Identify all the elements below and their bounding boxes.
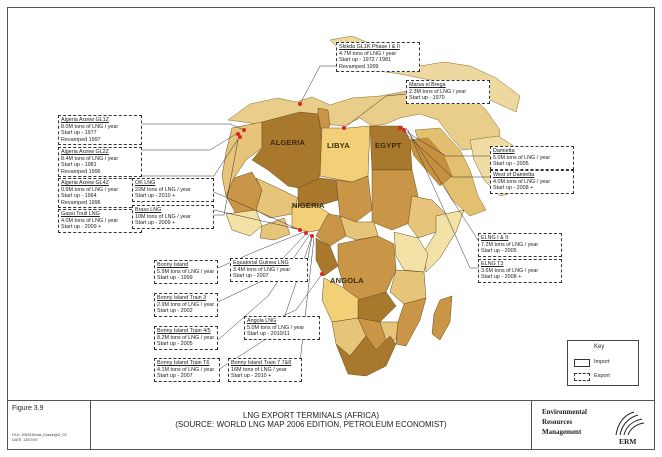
caption-title: LNG EXPORT TERMINALS (AFRICA) bbox=[242, 411, 380, 420]
callout-line: 8.4M tons of LNG / year bbox=[61, 155, 119, 162]
region-libya bbox=[320, 126, 370, 182]
callout-line: Start up - 2002 bbox=[157, 308, 193, 315]
callout-bonny-train-3 bbox=[154, 293, 218, 317]
callout-ok-lng bbox=[132, 178, 214, 202]
callout-title: Equatorial Guinea LNG bbox=[233, 260, 289, 266]
callout-elng-1-2 bbox=[478, 233, 562, 257]
callout-line: Start up - 2008 + bbox=[481, 274, 522, 281]
callout-line: Start up - 1972 / 1981 bbox=[339, 57, 392, 64]
callout-title: Bonny Island Train 7 7&8 bbox=[231, 360, 292, 366]
callout-line: Start up - 2005 bbox=[157, 341, 193, 348]
map-key bbox=[567, 340, 639, 386]
callout-title: Bonny Island bbox=[157, 262, 189, 268]
callout-equatorial-guinea bbox=[230, 258, 308, 282]
callout-line: Start up - 1970 bbox=[409, 95, 445, 102]
callout-line: Start up - 1981 bbox=[61, 162, 97, 169]
callout-line: 0.9M tons of LNG / year bbox=[61, 186, 119, 193]
callout-arzew-gl4z bbox=[58, 178, 142, 208]
callout-line: 4.7M tons of LNG / year bbox=[339, 50, 397, 57]
callout-line: Revamped 1996 bbox=[61, 199, 101, 206]
erm-logo-icon bbox=[612, 409, 646, 437]
region-algeria bbox=[252, 112, 322, 190]
callout-line: Start up - 2005 bbox=[481, 248, 517, 255]
callout-line: 10M tons of LNG / year bbox=[135, 213, 191, 220]
company-name bbox=[542, 407, 587, 437]
callout-arzew-gl2z bbox=[58, 147, 142, 177]
key-title: Key bbox=[594, 344, 605, 350]
callout-title: OK LNG bbox=[135, 180, 156, 186]
callout-title: Algeria Arzew GL4Z bbox=[61, 180, 109, 186]
caption-source: (SOURCE: WORLD LNG MAP 2006 EDITION, PETROLEUM ECONOMIST) bbox=[175, 420, 447, 429]
callout-title: Bonny Island Train T6 bbox=[157, 360, 210, 366]
callout-line: Revamped 1996 bbox=[61, 168, 101, 175]
callout-line: Revamped 1997 bbox=[61, 136, 101, 143]
callout-title: West of Damietta bbox=[493, 172, 535, 178]
callout-line: Start up - 1977 bbox=[61, 130, 97, 137]
callout-title: ELNG T3 bbox=[481, 261, 504, 267]
callout-title: Bonny Island Train 3 bbox=[157, 295, 207, 301]
callout-line: 2.3M tons of LNG / year bbox=[409, 88, 467, 95]
key-export-label: Export bbox=[594, 373, 610, 379]
callout-title: Damietta bbox=[493, 148, 515, 154]
callout-line: 8.2M tons of LNG / year bbox=[157, 334, 215, 341]
callout-bonny-island bbox=[154, 260, 218, 284]
figure-number: Figure 3.9 bbox=[12, 405, 44, 412]
callout-line: 5.0M tons of LNG / year bbox=[247, 324, 305, 331]
callout-skikda bbox=[336, 42, 420, 72]
callout-line: 22M tons of LNG / year bbox=[135, 186, 191, 193]
file-name: FILE: 0069180mia_Drawing02_03 bbox=[12, 433, 67, 437]
callout-brass-lng bbox=[132, 205, 214, 229]
callout-line: Start up - 1999 bbox=[157, 275, 193, 282]
key-export-swatch bbox=[574, 373, 590, 381]
title-block bbox=[7, 400, 655, 451]
callout-title: Brass LNG bbox=[135, 207, 162, 213]
callout-marsa-el-brega bbox=[406, 80, 490, 104]
callout-line: Start up - 2009 + bbox=[135, 220, 176, 227]
callout-line: 8.0M tons of LNG / year bbox=[61, 123, 119, 130]
callout-angola-lng bbox=[244, 316, 320, 340]
callout-elng-t3 bbox=[478, 259, 562, 283]
callout-title: ELNG I & II bbox=[481, 235, 509, 241]
company-line: Resources bbox=[542, 418, 573, 426]
callout-line: Start up - 2007 bbox=[157, 373, 193, 380]
callout-west-damietta bbox=[490, 170, 574, 194]
callout-line: Start up - 2008 + bbox=[493, 185, 534, 192]
callout-line: Start up - 2005 bbox=[493, 161, 529, 168]
callout-line: 4.1M tons of LNG / year bbox=[157, 366, 215, 373]
callout-line: Start up - 2007 bbox=[233, 273, 269, 280]
file-date: DATE: 13/07/09 bbox=[12, 437, 38, 442]
callout-line: Start up - 1964 bbox=[61, 193, 97, 200]
callout-title: Gassi Touil LNG bbox=[61, 211, 100, 217]
callout-bonny-train-7-8 bbox=[228, 358, 302, 382]
callout-bonny-train-t6 bbox=[154, 358, 220, 382]
callout-title: Marsa el Brega bbox=[409, 82, 446, 88]
callout-line: 4.0M tons of LNG / year bbox=[493, 178, 551, 185]
callout-line: Start up - 2010 + bbox=[231, 373, 272, 380]
callout-gassi-touil bbox=[58, 209, 142, 233]
label-nigeria: NIGERIA bbox=[292, 201, 325, 210]
callout-line: 5.9M tons of LNG / year bbox=[157, 268, 215, 275]
callout-line: 3.4M tons of LNG / year bbox=[233, 266, 291, 273]
label-angola: ANGOLA bbox=[330, 276, 364, 285]
key-import-label: Import bbox=[594, 359, 610, 365]
file-info bbox=[12, 433, 67, 442]
callout-title: Bonny Island Train 4/5 bbox=[157, 328, 211, 334]
callout-title: Skikda GL1K Phase I & II bbox=[339, 44, 400, 50]
callout-line: 3.6M tons of LNG / year bbox=[481, 267, 539, 274]
callout-line: 5.0M tons of LNG / year bbox=[493, 154, 551, 161]
callout-line: Start up - 2010/11 bbox=[247, 331, 290, 338]
logo-text: ERM bbox=[619, 437, 637, 446]
company-line: Environmental bbox=[542, 408, 587, 416]
callout-line: 16M tons of LNG / year bbox=[231, 366, 287, 373]
callout-bonny-train-4-5 bbox=[154, 326, 218, 350]
company-line: Management bbox=[542, 428, 582, 436]
callout-damietta bbox=[490, 146, 574, 170]
caption-box bbox=[90, 401, 532, 450]
callout-line: Start up - 2009 + bbox=[61, 224, 102, 231]
key-import-swatch bbox=[574, 359, 590, 367]
callout-line: 2.9M tons of LNG / year bbox=[157, 301, 215, 308]
callout-line: Revamped 1999 bbox=[339, 63, 379, 70]
callout-arzew-gl1z bbox=[58, 115, 142, 145]
label-algeria: ALGERIA bbox=[270, 138, 306, 147]
label-egypt: EGYPT bbox=[375, 141, 402, 150]
callout-line: 7.2M tons of LNG / year bbox=[481, 241, 539, 248]
callout-title: Angola LNG bbox=[247, 318, 277, 324]
callout-line: 4.0M tons of LNG / year bbox=[61, 217, 119, 224]
callout-title: Algeria Arzew GL1Z bbox=[61, 117, 109, 123]
label-libya: LIBYA bbox=[327, 141, 350, 150]
callout-line: Start up - 2010 + bbox=[135, 193, 176, 200]
callout-title: Algeria Arzew GL2Z bbox=[61, 149, 109, 155]
